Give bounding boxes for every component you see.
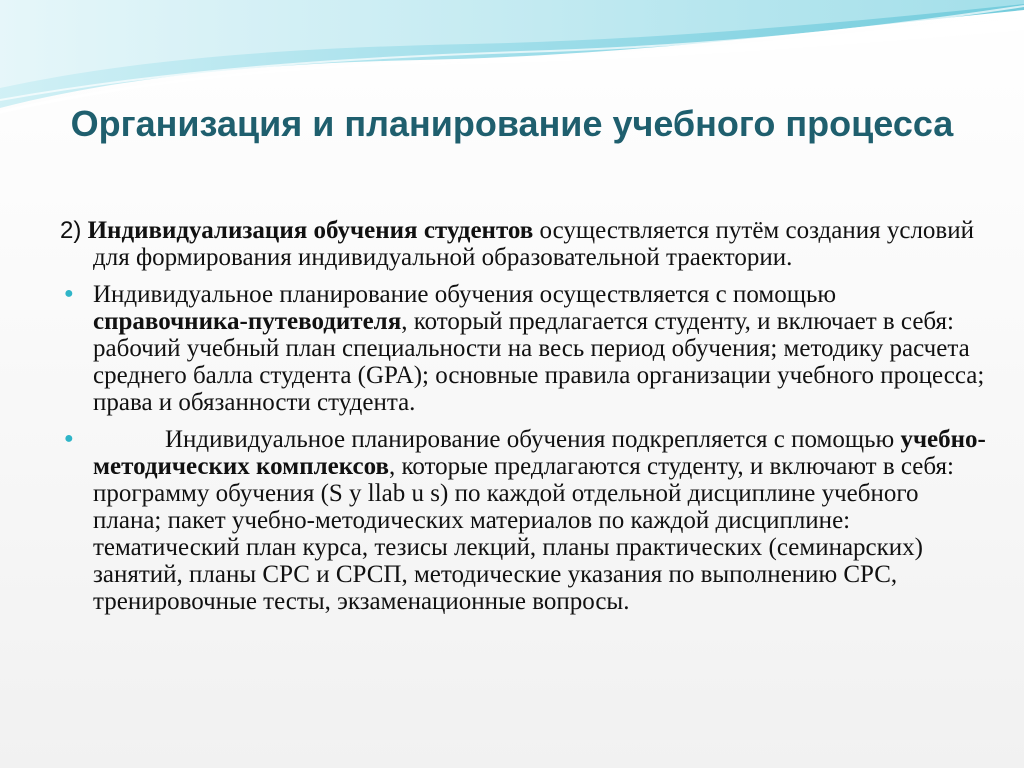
list-item-bold-term: справочника-путеводителя <box>93 308 402 335</box>
list-item-text-end: , который предлагается студенту, и включает в себя: рабочий учебный план специальности на весь период обучения; методику расчета среднего балла студента (GPA); основные правила организации учебного процесса; права и обязанности студента. <box>93 308 985 416</box>
list-item-complexes <box>60 426 990 615</box>
bullet-dot-icon: ● <box>64 285 74 302</box>
list-item-handbook <box>60 281 990 416</box>
list-item-text-start: Индивидуальное планирование обучения осуществляется с помощью <box>93 281 837 308</box>
slide-title: Организация и планирование учебного процесса <box>70 103 954 144</box>
paragraph-number: 2) <box>60 217 82 244</box>
bullet-dot-icon: ● <box>64 430 74 447</box>
paragraph-bold-term: Индивидуализация обучения студентов <box>87 217 534 244</box>
list-item-text-start: Индивидуальное планирование обучения подкрепляется с помощью <box>165 426 901 453</box>
slide-body <box>60 217 990 625</box>
paragraph-text: осуществляется путём создания условий для формирования индивидуальной образовательной траектории. <box>93 217 974 271</box>
list-item-text-end: , которые предлагаются студенту, и включают в себя: программу обучения (S y llab u s) по каждой отдельной дисциплине учебного плана; пакет учебно-методических материалов по каждой дисциплине: тематический план курса, тезисы лекций, планы практических (семинарских) занятий, планы СРС и СРСП, методические указания по выполнению СРС, тренировочные тесты, экзаменационные вопросы. <box>93 453 954 615</box>
paragraph-individualization <box>60 217 990 271</box>
list-item-bold-term: учебно-методических комплексов <box>93 426 986 480</box>
